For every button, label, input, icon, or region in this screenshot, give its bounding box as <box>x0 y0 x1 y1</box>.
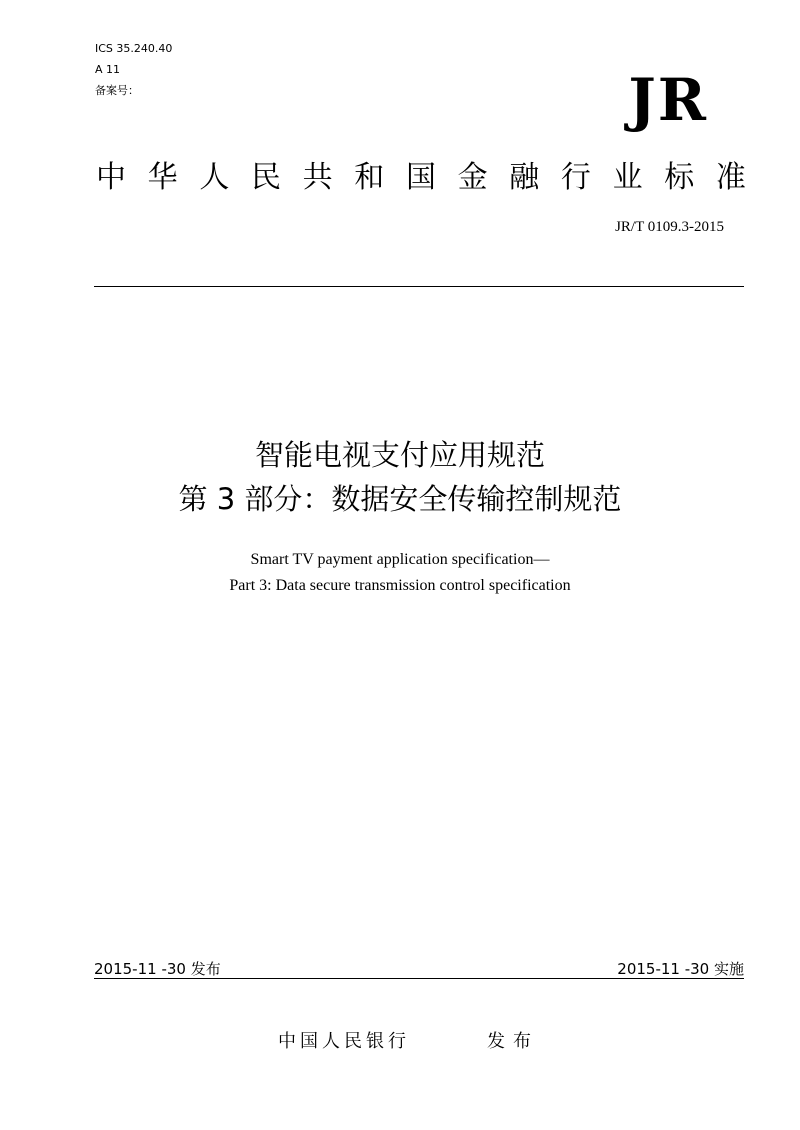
implementation-date: 2015-11 -30 实施 <box>617 960 744 978</box>
standard-title-char: 业 <box>612 160 643 195</box>
header-divider <box>94 286 744 287</box>
standard-category-title <box>96 160 746 196</box>
standard-title-char: 金 <box>457 160 488 195</box>
standard-title-char: 中 <box>96 160 126 195</box>
document-title-cn-line2: 第 3 部分：数据安全传输控制规范 <box>178 482 622 516</box>
standard-code: JR/T 0109.3-2015 <box>615 219 724 235</box>
issue-action-label: 发布 <box>487 1031 539 1052</box>
classification-code: A 11 <box>95 63 121 76</box>
standard-title-char: 华 <box>147 160 178 195</box>
issuing-authority: 中国人民银行 <box>278 1031 410 1052</box>
document-title-en-line2: Part 3: Data secure transmission control specification <box>229 577 571 594</box>
document-title-en-line1: Smart TV payment application specification— <box>250 551 550 568</box>
record-number-label: 备案号： <box>95 84 139 97</box>
standard-title-char: 人 <box>199 160 230 195</box>
standard-title-char: 民 <box>250 160 281 195</box>
ics-code: ICS 35.240.40 <box>95 42 173 55</box>
standard-title-char: 和 <box>354 160 385 195</box>
standard-title-char: 融 <box>509 160 540 195</box>
publish-date: 2015-11 -30 发布 <box>94 960 221 978</box>
standard-title-char: 准 <box>715 160 746 195</box>
standard-title-char: 共 <box>302 160 333 195</box>
standard-title-char: 国 <box>405 160 436 195</box>
document-title-cn-line1: 智能电视支付应用规范 <box>254 438 545 472</box>
standard-title-char: 标 <box>664 160 695 195</box>
jr-logo: JR <box>628 66 708 134</box>
standard-title-char: 行 <box>560 160 591 195</box>
footer-divider <box>94 978 744 979</box>
